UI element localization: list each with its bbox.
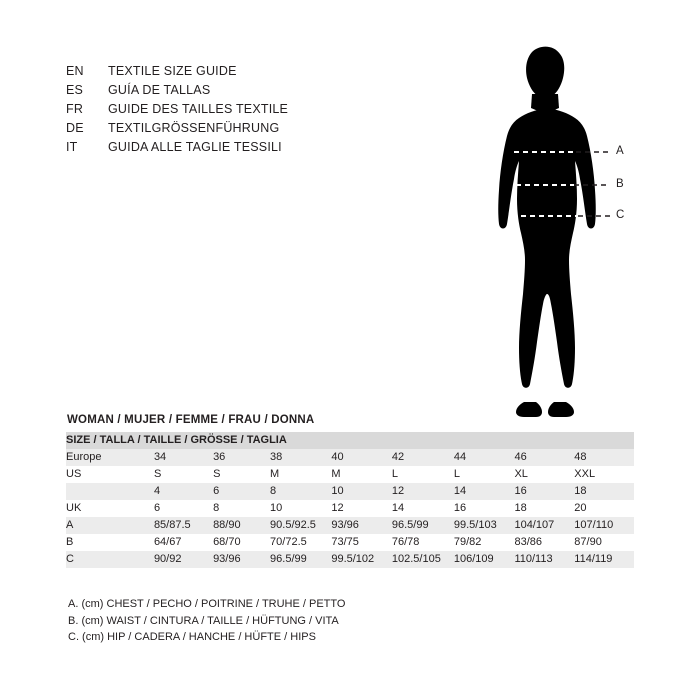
row-label: C <box>66 551 154 568</box>
cell: 96.5/99 <box>270 551 331 568</box>
female-silhouette-figure <box>470 46 640 426</box>
cell: 14 <box>454 483 515 500</box>
measure-label-c: C <box>616 209 625 221</box>
cell: 85/87.5 <box>154 517 213 534</box>
cell: 16 <box>454 500 515 517</box>
cell: M <box>331 466 392 483</box>
row-label: UK <box>66 500 154 517</box>
language-code: IT <box>66 140 78 154</box>
cell: S <box>213 466 270 483</box>
language-row <box>66 140 466 159</box>
table-row <box>66 483 634 500</box>
cell: 87/90 <box>574 534 634 551</box>
cell: 68/70 <box>213 534 270 551</box>
cell: 36 <box>213 449 270 466</box>
cell: 10 <box>331 483 392 500</box>
row-label: US <box>66 466 154 483</box>
cell: 90/92 <box>154 551 213 568</box>
measurement-legend <box>68 596 345 646</box>
legend-line-b: B. (cm) WAIST / CINTURA / TAILLE / HÜFTUNG / VITA <box>68 614 339 627</box>
cell: 20 <box>574 500 634 517</box>
cell: 99.5/102 <box>331 551 392 568</box>
language-code: FR <box>66 102 84 116</box>
row-label: B <box>66 534 154 551</box>
cell: 93/96 <box>331 517 392 534</box>
cell: 8 <box>213 500 270 517</box>
language-row <box>66 64 466 83</box>
cell: 4 <box>154 483 213 500</box>
cell: S <box>154 466 213 483</box>
cell: 104/107 <box>514 517 574 534</box>
cell: L <box>392 466 454 483</box>
legend-line-c: C. (cm) HIP / CADERA / HANCHE / HÜFTE / HIPS <box>68 631 316 643</box>
cell: XXL <box>574 466 634 483</box>
cell: 12 <box>331 500 392 517</box>
cell: 16 <box>514 483 574 500</box>
language-row <box>66 102 466 121</box>
cell: 114/119 <box>574 551 634 568</box>
language-title: GUIDA ALLE TAGLIE TESSILI <box>108 140 282 154</box>
cell: 44 <box>454 449 515 466</box>
cell: 18 <box>574 483 634 500</box>
cell: 88/90 <box>213 517 270 534</box>
cell: 76/78 <box>392 534 454 551</box>
cell: 79/82 <box>454 534 515 551</box>
table-group-title: WOMAN / MUJER / FEMME / FRAU / DONNA <box>67 414 315 426</box>
cell: 38 <box>270 449 331 466</box>
language-title: GUIDE DES TAILLES TEXTILE <box>108 102 289 116</box>
language-code: EN <box>66 64 84 78</box>
cell: 110/113 <box>514 551 574 568</box>
table-row <box>66 449 634 466</box>
cell: 99.5/103 <box>454 517 515 534</box>
cell: 107/110 <box>574 517 634 534</box>
table-row <box>66 534 634 551</box>
cell: 6 <box>154 500 213 517</box>
language-title: TEXTILGRÖSSENFÜHRUNG <box>108 121 280 135</box>
cell: 46 <box>514 449 574 466</box>
cell: XL <box>514 466 574 483</box>
measure-label-b: B <box>616 178 624 190</box>
silhouette-svg <box>470 46 640 426</box>
cell: 40 <box>331 449 392 466</box>
cell: 6 <box>213 483 270 500</box>
cell: 48 <box>574 449 634 466</box>
table-row <box>66 517 634 534</box>
table-row <box>66 500 634 517</box>
cell: 106/109 <box>454 551 515 568</box>
language-title: TEXTILE SIZE GUIDE <box>108 64 237 78</box>
row-label <box>66 483 154 500</box>
cell: 90.5/92.5 <box>270 517 331 534</box>
cell: L <box>454 466 515 483</box>
language-code: ES <box>66 83 84 97</box>
cell: 34 <box>154 449 213 466</box>
cell: 42 <box>392 449 454 466</box>
table-row <box>66 466 634 483</box>
language-code: DE <box>66 121 84 135</box>
cell: M <box>270 466 331 483</box>
row-label: A <box>66 517 154 534</box>
measure-label-a: A <box>616 145 624 157</box>
cell: 14 <box>392 500 454 517</box>
size-table-block <box>66 414 634 568</box>
row-label: Europe <box>66 449 154 466</box>
cell: 93/96 <box>213 551 270 568</box>
language-title-block <box>66 64 466 159</box>
cell: 64/67 <box>154 534 213 551</box>
cell: 83/86 <box>514 534 574 551</box>
cell: 12 <box>392 483 454 500</box>
table-header-row <box>66 432 634 449</box>
cell: 8 <box>270 483 331 500</box>
cell: 73/75 <box>331 534 392 551</box>
language-row <box>66 121 466 140</box>
cell: 18 <box>514 500 574 517</box>
legend-line-a: A. (cm) CHEST / PECHO / POITRINE / TRUHE / PETTO <box>68 598 346 610</box>
cell: 102.5/105 <box>392 551 454 568</box>
language-title: GUÍA DE TALLAS <box>108 83 211 97</box>
table-row <box>66 551 634 568</box>
size-header-cell: SIZE / TALLA / TAILLE / GRÖSSE / TAGLIA <box>66 432 634 449</box>
cell: 10 <box>270 500 331 517</box>
body-shape <box>498 47 596 417</box>
cell: 70/72.5 <box>270 534 331 551</box>
size-table <box>66 432 634 568</box>
language-row <box>66 83 466 102</box>
cell: 96.5/99 <box>392 517 454 534</box>
